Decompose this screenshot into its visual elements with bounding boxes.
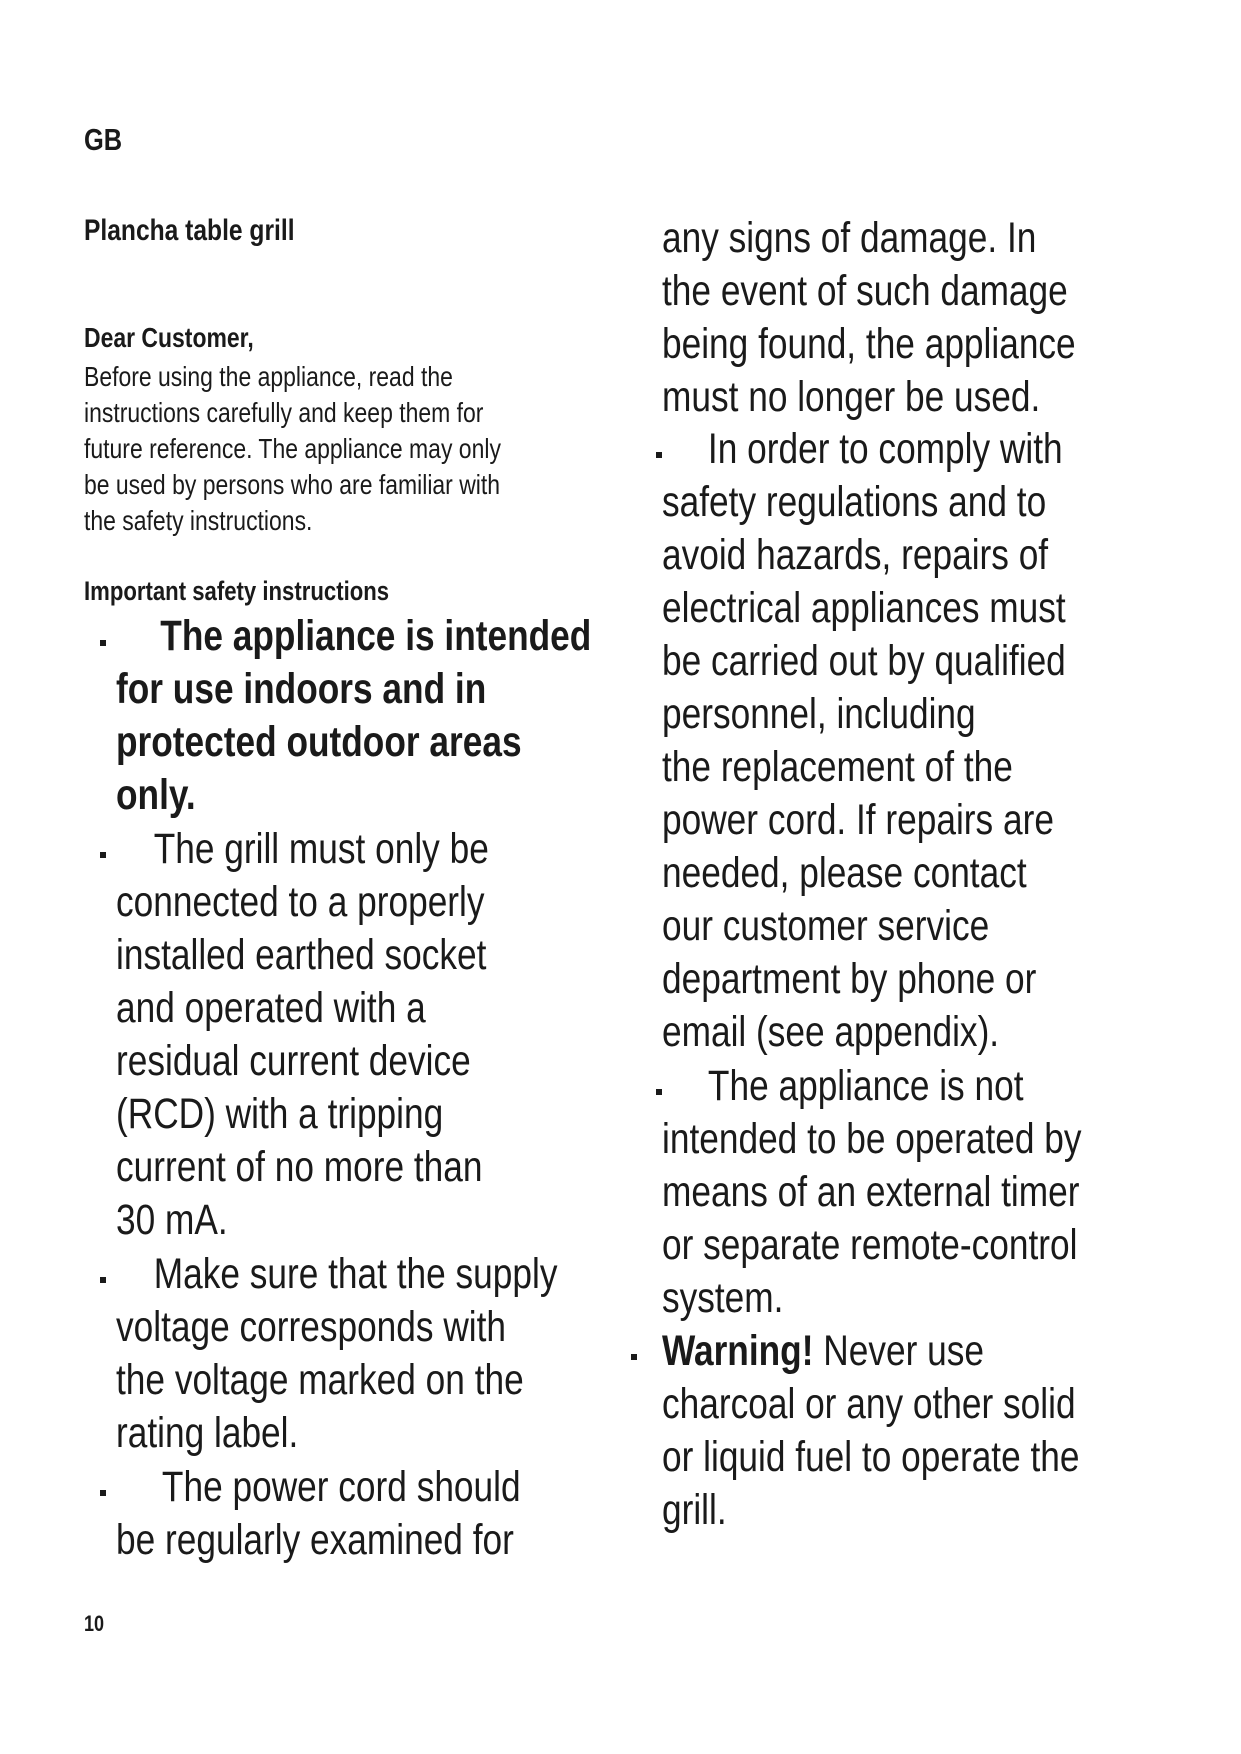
item-line: email (see appendix). [662,1008,1000,1056]
safety-item-supply-voltage [116,1248,557,1460]
item-line: must no longer be used. [662,373,1041,421]
item-line: The appliance is intended [160,612,592,660]
greeting: Dear Customer, [84,322,254,353]
safety-item-repairs [662,423,1066,1059]
intro-line: be used by persons who are familiar with [84,469,501,500]
language-code: GB [84,122,123,157]
item-line: The appliance is not [707,1062,1024,1110]
item-line: avoid hazards, repairs of [662,531,1049,579]
item-line: intended to be operated by [662,1115,1082,1163]
item-line: installed earthed socket [116,931,487,979]
item-line: grill. [662,1486,727,1534]
warning-label: Warning! [662,1327,814,1375]
item-line: needed, please contact [662,849,1027,897]
item-line: charcoal or any other solid [662,1380,1076,1428]
safety-item-power-cord [116,1461,521,1567]
item-line: protected outdoor areas [116,718,522,766]
safety-item-earthed-socket [116,823,489,1247]
intro-line: future reference. The appliance may only [84,433,501,464]
safety-item-indoor-use [116,610,591,822]
safety-item-external-timer [662,1060,1082,1325]
warning-text: Never use [823,1327,984,1375]
item-line: Make sure that the supply [153,1250,558,1298]
item-line: only. [116,771,196,819]
intro-line: Before using the appliance, read the [84,361,453,392]
item-line: current of no more than [116,1143,483,1191]
bullet-icon [631,1354,637,1360]
item-line: safety regulations and to [662,478,1047,526]
intro-text [84,359,501,539]
item-line [662,1325,1080,1378]
item-line: system. [662,1274,784,1322]
item-line: or liquid fuel to operate the [662,1433,1080,1481]
item-line: personnel, including [662,690,976,738]
item-line: In order to comply with [707,425,1063,473]
item-line: or separate remote-control [662,1221,1078,1269]
item-line: our customer service [662,902,990,950]
safety-item-warning-fuel [662,1325,1080,1537]
bullet-icon [100,852,106,858]
bullet-icon [100,1490,106,1496]
item-line: means of an external timer [662,1168,1080,1216]
item-line: connected to a properly [116,878,485,926]
intro-line: the safety instructions. [84,505,313,536]
power-cord-continuation [662,212,1076,424]
item-line: any signs of damage. In [662,214,1037,262]
item-line: be regularly examined for [116,1516,514,1564]
item-line: department by phone or [662,955,1037,1003]
item-line: electrical appliances must [662,584,1066,632]
item-line: The power cord should [161,1463,521,1511]
item-line: The grill must only be [153,825,489,873]
item-line: power cord. If repairs are [662,796,1054,844]
section-heading: Important safety instructions [84,576,390,606]
item-line: for use indoors and in [116,665,487,713]
item-line: rating label. [116,1409,299,1457]
item-line: the replacement of the [662,743,1013,791]
item-line: and operated with a [116,984,426,1032]
item-line: (RCD) with a tripping [116,1090,444,1138]
item-line: be carried out by qualified [662,637,1066,685]
item-line: voltage corresponds with [116,1303,507,1351]
page-number: 10 [84,1611,105,1636]
item-line: the event of such damage [662,267,1068,315]
item-line: residual current device [116,1037,471,1085]
bullet-icon [100,640,106,646]
item-line: being found, the appliance [662,320,1076,368]
item-line: the voltage marked on the [116,1356,524,1404]
item-line: 30 mA. [116,1196,228,1244]
bullet-icon [100,1277,106,1283]
product-title: Plancha table grill [84,214,295,247]
intro-line: instructions carefully and keep them for [84,397,484,428]
